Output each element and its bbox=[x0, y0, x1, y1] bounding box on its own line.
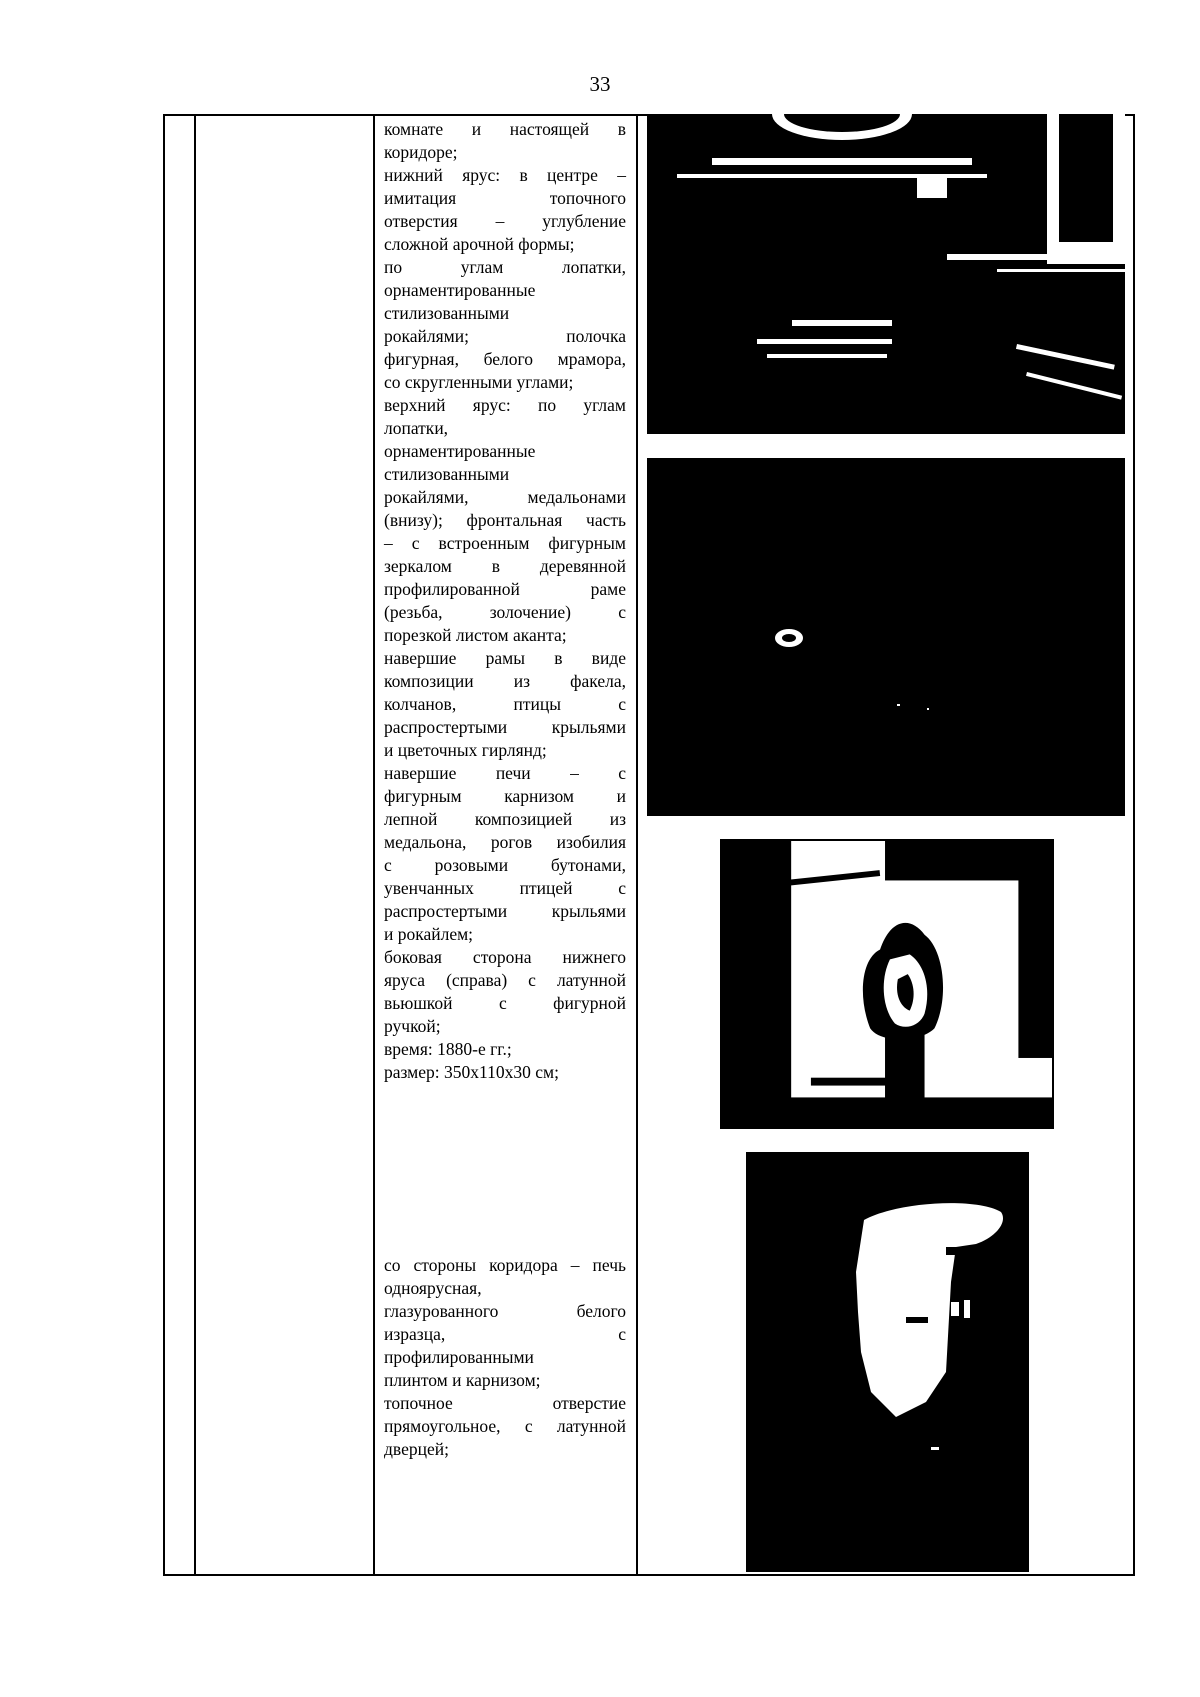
description-line: время: 1880-е гг.; bbox=[384, 1039, 512, 1059]
description-line: распростертыми крыльями bbox=[384, 717, 626, 737]
description-line: стилизованными bbox=[384, 303, 510, 323]
description-line: профилированными bbox=[384, 1347, 534, 1367]
description-line: коридоре; bbox=[384, 142, 458, 162]
page-number: 33 bbox=[589, 72, 611, 96]
description-line: яруса (справа) с латунной bbox=[384, 970, 626, 990]
description-line: орнаментированные bbox=[384, 280, 536, 300]
description-line: нижний ярус: в центре – bbox=[384, 165, 626, 185]
description-line: отверстия – углубление bbox=[384, 211, 626, 231]
column-divider-3 bbox=[636, 114, 638, 1576]
description-line: медальона, рогов изобилия bbox=[384, 832, 626, 852]
description-line: распростертыми крыльями bbox=[384, 901, 626, 921]
description-line: (внизу); фронтальная часть bbox=[384, 510, 626, 530]
description-line: со скругленными углами; bbox=[384, 372, 574, 392]
description-line: лепной композицией из bbox=[384, 809, 626, 829]
description-line: композиции из факела, bbox=[384, 671, 626, 691]
corridor-stove-photo bbox=[746, 1152, 1029, 1572]
stucco-medallion-photo bbox=[720, 839, 1054, 1129]
column-divider-2 bbox=[373, 114, 375, 1576]
description-line: ручкой; bbox=[384, 1016, 441, 1036]
description-line: прямоугольное, с латунной bbox=[384, 1416, 626, 1436]
description-line: колчанов, птицы с bbox=[384, 694, 626, 714]
description-line: рокайлями; полочка bbox=[384, 326, 626, 346]
description-line: фигурная, белого мрамора, bbox=[384, 349, 626, 369]
description-line: с розовыми бутонами, bbox=[384, 855, 626, 875]
description-line: имитация топочного bbox=[384, 188, 626, 208]
description-line: порезкой листом аканта; bbox=[384, 625, 567, 645]
column-divider-1 bbox=[194, 114, 196, 1576]
description-line: комнате и настоящей в bbox=[384, 119, 626, 139]
stove-lower-tier-photo bbox=[647, 114, 1125, 434]
description-line: увенчанных птицей с bbox=[384, 878, 626, 898]
description-line: рокайлями, медальонами bbox=[384, 487, 626, 507]
description-block-corridor bbox=[384, 1254, 626, 1461]
description-line: профилированной раме bbox=[384, 579, 626, 599]
description-line: плинтом и карнизом; bbox=[384, 1370, 541, 1390]
description-line: стилизованными bbox=[384, 464, 510, 484]
description-line: навершие рамы в виде bbox=[384, 648, 626, 668]
description-line: (резьба, золочение) с bbox=[384, 602, 626, 622]
description-line: вьюшкой с фигурной bbox=[384, 993, 626, 1013]
description-block-main bbox=[384, 118, 626, 1084]
description-line: со стороны коридора – печь bbox=[384, 1255, 626, 1275]
description-line: фигурным карнизом и bbox=[384, 786, 626, 806]
description-line: орнаментированные bbox=[384, 441, 536, 461]
description-line: боковая сторона нижнего bbox=[384, 947, 626, 967]
description-line: изразца, с bbox=[384, 1324, 626, 1344]
description-line: глазурованного белого bbox=[384, 1301, 626, 1321]
description-line: и рокайлем; bbox=[384, 924, 474, 944]
description-line: по углам лопатки, bbox=[384, 257, 626, 277]
description-line: дверцей; bbox=[384, 1439, 449, 1459]
description-line: одноярусная, bbox=[384, 1278, 482, 1298]
description-line: топочное отверстие bbox=[384, 1393, 626, 1413]
description-line: и цветочных гирлянд; bbox=[384, 740, 547, 760]
description-line: размер: 350х110х30 см; bbox=[384, 1062, 559, 1082]
description-line: верхний ярус: по углам bbox=[384, 395, 626, 415]
description-line: лопатки, bbox=[384, 418, 449, 438]
description-line: сложной арочной формы; bbox=[384, 234, 575, 254]
description-line: – с встроенным фигурным bbox=[384, 533, 626, 553]
description-line: зеркалом в деревянной bbox=[384, 556, 626, 576]
description-line: навершие печи – с bbox=[384, 763, 626, 783]
mirror-photo bbox=[647, 458, 1125, 816]
